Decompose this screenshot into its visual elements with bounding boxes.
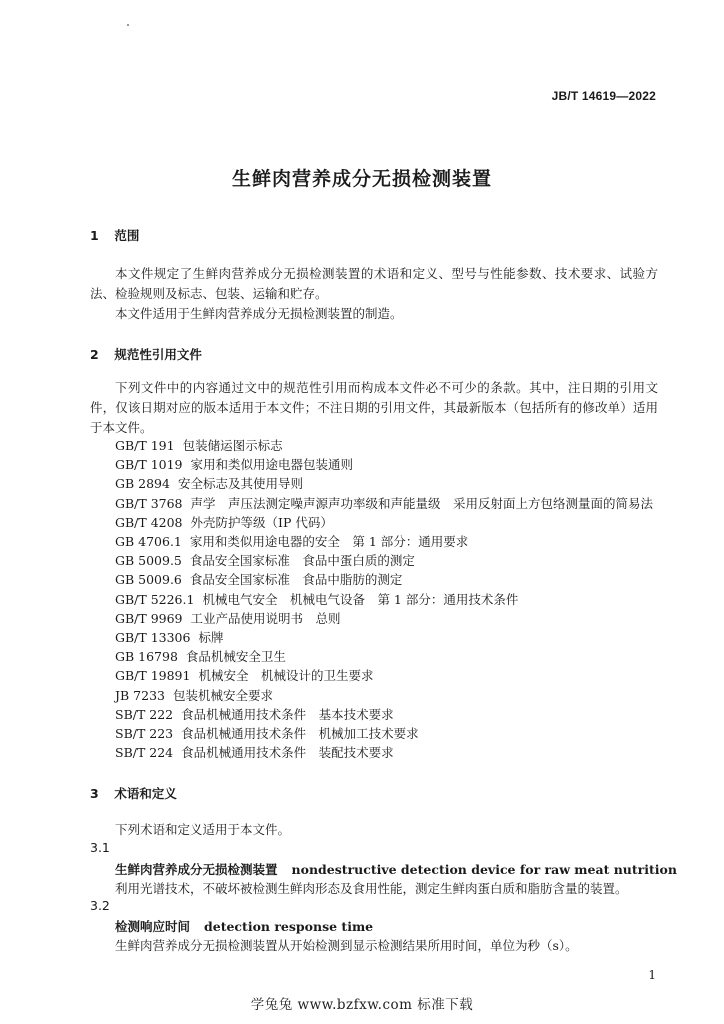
reference-item xyxy=(115,705,653,724)
reference-item xyxy=(115,590,653,609)
scan-speck xyxy=(127,24,129,26)
reference-code: SB/T 224 xyxy=(115,745,174,761)
reference-title: 食品安全国家标准 食品中脂肪的测定 xyxy=(189,572,403,588)
reference-title: 家用和类似用途电器的安全 第 1 部分：通用要求 xyxy=(189,534,469,550)
standard-number: JB/T 14619—2022 xyxy=(551,89,656,103)
reference-item xyxy=(115,743,653,762)
paragraph: 下列文件中的内容通过文中的规范性引用而构成本文件必不可少的条款。其中，注日期的引用文件，仅该日期对应的版本适用于本文件；不注日期的引用文件，其最新版本（包括所有的修改单）适用于本文件。 xyxy=(90,380,658,435)
reference-item xyxy=(115,570,653,589)
reference-title: 食品安全国家标准 食品中蛋白质的测定 xyxy=(189,553,415,569)
page-number: 1 xyxy=(648,968,656,982)
reference-item xyxy=(115,436,653,455)
reference-code: GB 5009.5 xyxy=(115,553,182,569)
reference-list xyxy=(115,436,653,762)
term-zh: 检测响应时间 xyxy=(115,919,191,934)
reference-item xyxy=(115,628,653,647)
reference-code: JB 7233 xyxy=(115,687,165,703)
reference-item xyxy=(115,513,653,532)
reference-title: 标牌 xyxy=(198,630,224,646)
reference-title: 机械安全 机械设计的卫生要求 xyxy=(198,668,374,684)
section-3-body xyxy=(90,820,658,840)
footer-watermark: 学兔兔 www.bzfxw.com 标准下载 xyxy=(250,997,474,1013)
section-title: 规范性引用文件 xyxy=(114,347,202,362)
reference-code: GB/T 3768 xyxy=(115,495,183,511)
reference-code: GB 2894 xyxy=(115,476,170,492)
section-number: 1 xyxy=(90,228,99,243)
reference-item xyxy=(115,455,653,474)
term-heading xyxy=(115,917,373,935)
reference-code: SB/T 223 xyxy=(115,726,174,742)
reference-code: GB/T 13306 xyxy=(115,630,191,646)
reference-code: GB/T 19891 xyxy=(115,668,191,684)
reference-item xyxy=(115,647,653,666)
term-zh: 生鲜肉营养成分无损检测装置 xyxy=(115,862,278,877)
section-3-heading xyxy=(90,784,658,804)
reference-item xyxy=(115,724,653,743)
term-en: detection response time xyxy=(204,919,374,934)
section-2-heading xyxy=(90,345,658,365)
section-title: 术语和定义 xyxy=(114,786,177,801)
section-3 xyxy=(90,784,658,804)
reference-title: 声学 声压法测定噪声源声功率级和声能量级 采用反射面上方包络测量面的简易法 xyxy=(190,495,654,511)
reference-title: 食品机械通用技术条件 机械加工技术要求 xyxy=(181,726,419,742)
reference-code: GB 16798 xyxy=(115,649,178,665)
document-title: 生鲜肉营养成分无损检测装置 xyxy=(231,168,492,190)
reference-title: 安全标志及其使用导则 xyxy=(177,476,303,492)
reference-code: GB/T 5226.1 xyxy=(115,591,195,607)
section-1-heading xyxy=(90,226,658,246)
term-definition: 生鲜肉营养成分无损检测装置从开始检测到显示检测结果所用时间，单位为秒（s）。 xyxy=(115,938,578,953)
paragraph: 下列术语和定义适用于本文件。 xyxy=(115,822,291,837)
term-number: 3.2 xyxy=(90,898,110,913)
reference-title: 机械电气安全 机械电气设备 第 1 部分：通用技术条件 xyxy=(202,591,519,607)
section-2-body xyxy=(90,378,658,438)
reference-code: GB/T 191 xyxy=(115,438,175,453)
reference-item xyxy=(115,609,653,628)
reference-code: GB/T 9969 xyxy=(115,610,183,626)
reference-title: 食品机械通用技术条件 装配技术要求 xyxy=(181,745,394,761)
reference-title: 食品机械安全卫生 xyxy=(185,649,286,665)
section-title: 范围 xyxy=(114,228,140,243)
reference-code: GB/T 4208 xyxy=(115,514,183,530)
reference-item xyxy=(115,474,653,493)
section-1 xyxy=(90,226,658,246)
reference-title: 工业产品使用说明书 总则 xyxy=(190,610,341,626)
reference-item xyxy=(115,666,653,685)
section-1-body xyxy=(90,264,658,324)
reference-code: GB/T 1019 xyxy=(115,457,183,473)
reference-item xyxy=(115,532,653,551)
reference-item xyxy=(115,551,653,570)
section-number: 3 xyxy=(90,786,99,801)
reference-title: 包装机械安全要求 xyxy=(172,687,273,703)
reference-title: 外壳防护等级（IP 代码） xyxy=(190,514,333,530)
term-en: nondestructive detection device for raw meat nutrition xyxy=(291,862,677,877)
reference-title: 包装储运图示标志 xyxy=(182,438,283,453)
paragraph: 本文件规定了生鲜肉营养成分无损检测装置的术语和定义、型号与性能参数、技术要求、试验方法、检验规则及标志、包装、运输和贮存。 xyxy=(90,266,658,301)
section-2 xyxy=(90,345,658,365)
reference-code: GB 4706.1 xyxy=(115,534,182,550)
reference-code: SB/T 222 xyxy=(115,706,174,722)
reference-code: GB 5009.6 xyxy=(115,572,182,588)
term-definition: 利用光谱技术，不破坏被检测生鲜肉形态及食用性能，测定生鲜肉蛋白质和脂肪含量的装置。 xyxy=(115,881,628,896)
reference-item xyxy=(115,494,653,513)
reference-title: 家用和类似用途电器包装通则 xyxy=(190,457,354,473)
paragraph: 本文件适用于生鲜肉营养成分无损检测装置的制造。 xyxy=(115,306,403,321)
reference-item xyxy=(115,686,653,705)
reference-title: 食品机械通用技术条件 基本技术要求 xyxy=(181,706,394,722)
term-heading xyxy=(115,860,677,878)
section-number: 2 xyxy=(90,347,99,362)
term-number: 3.1 xyxy=(90,840,110,855)
